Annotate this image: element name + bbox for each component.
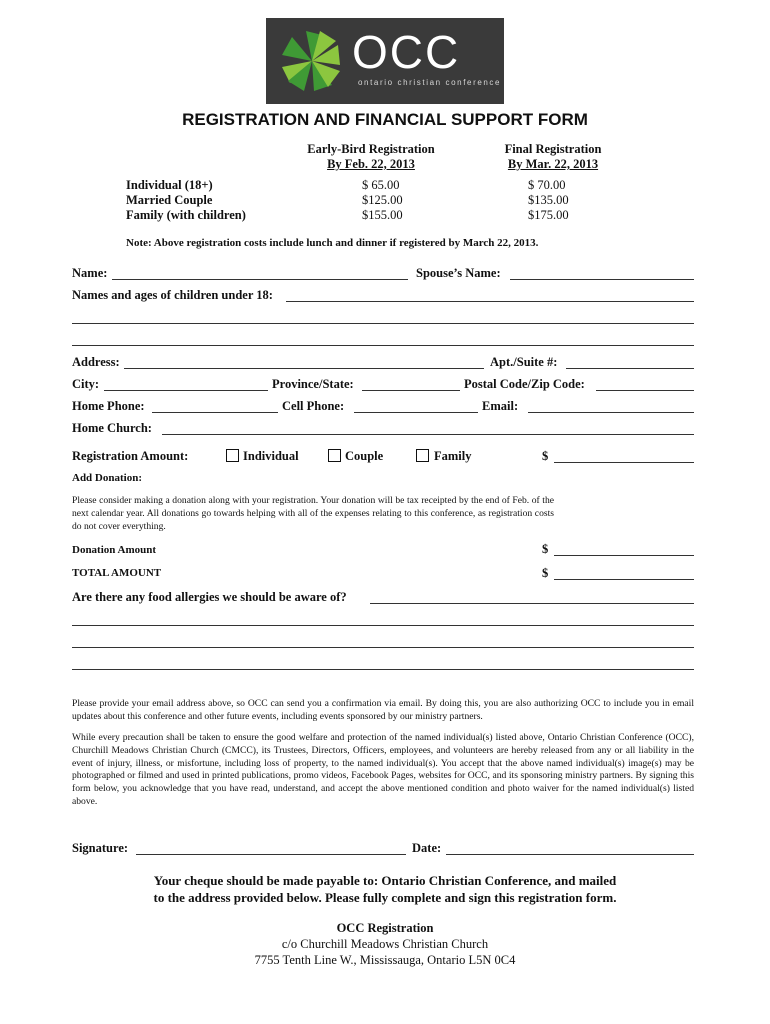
email-field[interactable] (528, 412, 694, 413)
final-header-1: Final Registration (504, 142, 602, 156)
couple-option-label: Couple (345, 449, 384, 463)
name-field[interactable] (112, 279, 408, 280)
price-row-individual-early: $ 65.00 (362, 178, 400, 192)
price-row-couple-label: Married Couple (126, 193, 213, 207)
email-label: Email: (482, 399, 519, 413)
price-row-individual-label: Individual (18+) (126, 178, 213, 192)
food-allergies-field[interactable] (370, 603, 694, 604)
mailing-address-line-1: c/o Churchill Meadows Christian Church (281, 937, 489, 951)
postal-code-label: Postal Code/Zip Code: (464, 377, 585, 391)
apt-suite-label: Apt./Suite #: (490, 355, 558, 369)
form-title: REGISTRATION AND FINANCIAL SUPPORT FORM (182, 110, 588, 129)
food-allergies-line-2[interactable] (72, 625, 694, 626)
postal-code-field[interactable] (596, 390, 694, 391)
city-label: City: (72, 377, 100, 391)
family-checkbox[interactable] (416, 449, 429, 462)
signature-label: Signature: (72, 841, 129, 855)
home-phone-label: Home Phone: (72, 399, 145, 413)
family-option-label: Family (434, 449, 472, 463)
children-field[interactable] (286, 301, 694, 302)
address-label: Address: (72, 355, 120, 369)
registration-amount-label: Registration Amount: (72, 449, 189, 463)
pinwheel-logo-icon (274, 23, 350, 99)
final-header-2: By Mar. 22, 2013 (507, 157, 599, 171)
individual-option-label: Individual (243, 449, 299, 463)
children-field-line-2[interactable] (72, 323, 694, 324)
children-label: Names and ages of children under 18: (72, 288, 273, 302)
date-label: Date: (412, 841, 442, 855)
cell-phone-field[interactable] (354, 412, 478, 413)
price-row-individual-final: $ 70.00 (528, 178, 566, 192)
price-row-couple-final: $135.00 (528, 193, 569, 207)
payment-instructions-line-2: to the address provided below. Please fully complete and sign this registration form. (153, 890, 617, 905)
payment-instructions-line-1: Your cheque should be made payable to: Ontario Christian Conference, and mailed (153, 873, 617, 888)
province-label: Province/State: (272, 377, 354, 391)
food-allergies-line-4[interactable] (72, 669, 694, 670)
total-currency: $ (542, 566, 549, 580)
pricing-note: Note: Above registration costs include lunch and dinner if registered by March 22, 2013. (126, 237, 539, 249)
food-allergies-line-3[interactable] (72, 647, 694, 648)
home-church-field[interactable] (162, 434, 694, 435)
donation-currency: $ (542, 542, 549, 556)
early-bird-header-2: By Feb. 22, 2013 (327, 157, 415, 171)
price-row-family-early: $155.00 (362, 208, 403, 222)
total-amount-label: TOTAL AMOUNT (72, 567, 162, 579)
logo-name: OCC (352, 26, 461, 78)
email-consent-text: Please provide your email address above, so OCC can send you a confirmation via email. By doing this, you are also authorizing OCC to include you in email updates about this conference and other future events, including events sponsored by our ministry partners. (72, 698, 694, 722)
signature-field[interactable] (136, 854, 406, 855)
registration-currency: $ (542, 449, 549, 463)
donation-amount-label: Donation Amount (72, 544, 157, 556)
early-bird-header-1: Early-Bird Registration (307, 142, 435, 156)
apt-suite-field[interactable] (566, 368, 694, 369)
spouse-name-label: Spouse’s Name: (416, 266, 501, 280)
couple-checkbox[interactable] (328, 449, 341, 462)
date-field[interactable] (446, 854, 694, 855)
donation-text: Please consider making a donation along with your registration. Your donation will be tax receipted by the end of Feb. of the next calendar year. All donations go towards helping with all of the expenses relating to this conference, as registration costs do not cover everything. (72, 495, 554, 532)
price-row-couple-early: $125.00 (362, 193, 403, 207)
mailing-address-line-2: 7755 Tenth Line W., Mississauga, Ontario L5N 0C4 (254, 953, 516, 967)
price-row-family-final: $175.00 (528, 208, 569, 222)
city-field[interactable] (104, 390, 268, 391)
occ-logo (266, 18, 504, 104)
home-phone-field[interactable] (152, 412, 278, 413)
donation-amount-field[interactable] (554, 555, 694, 556)
mailing-name: OCC Registration (336, 921, 434, 935)
add-donation-heading: Add Donation: (72, 472, 142, 484)
name-label: Name: (72, 266, 108, 280)
total-amount-field[interactable] (554, 579, 694, 580)
address-field[interactable] (124, 368, 484, 369)
price-row-family-label: Family (with children) (126, 208, 246, 222)
individual-checkbox[interactable] (226, 449, 239, 462)
spouse-name-field[interactable] (510, 279, 694, 280)
registration-amount-field[interactable] (554, 462, 694, 463)
province-field[interactable] (362, 390, 460, 391)
home-church-label: Home Church: (72, 421, 152, 435)
logo-subtitle: ontario christian conference (358, 78, 502, 87)
cell-phone-label: Cell Phone: (282, 399, 345, 413)
food-allergies-question: Are there any food allergies we should be aware of? (72, 590, 347, 604)
children-field-line-3[interactable] (72, 345, 694, 346)
liability-waiver-text: While every precaution shall be taken to ensure the good welfare and protection of the named individual(s) listed above, Ontario Christian Conference (OCC), Churchill Meadows Christian Church (CMCC), its Trustees, Directors, Officers, employees, and volunteers are hereby released from any or all liability in the event of injury, illness, or misfortune, including loss of property, to the named individual(s). You accept that the above named individual(s) image(s) may be photographed or filmed and used in printed publications, promo videos, Facebook Pages, websites for OCC, and its sponsoring ministry partners. By signing this form below, you acknowledge that you have read, understand, and accept the above mentioned condition and photo waiver for the named individual(s) listed above. (72, 732, 694, 807)
